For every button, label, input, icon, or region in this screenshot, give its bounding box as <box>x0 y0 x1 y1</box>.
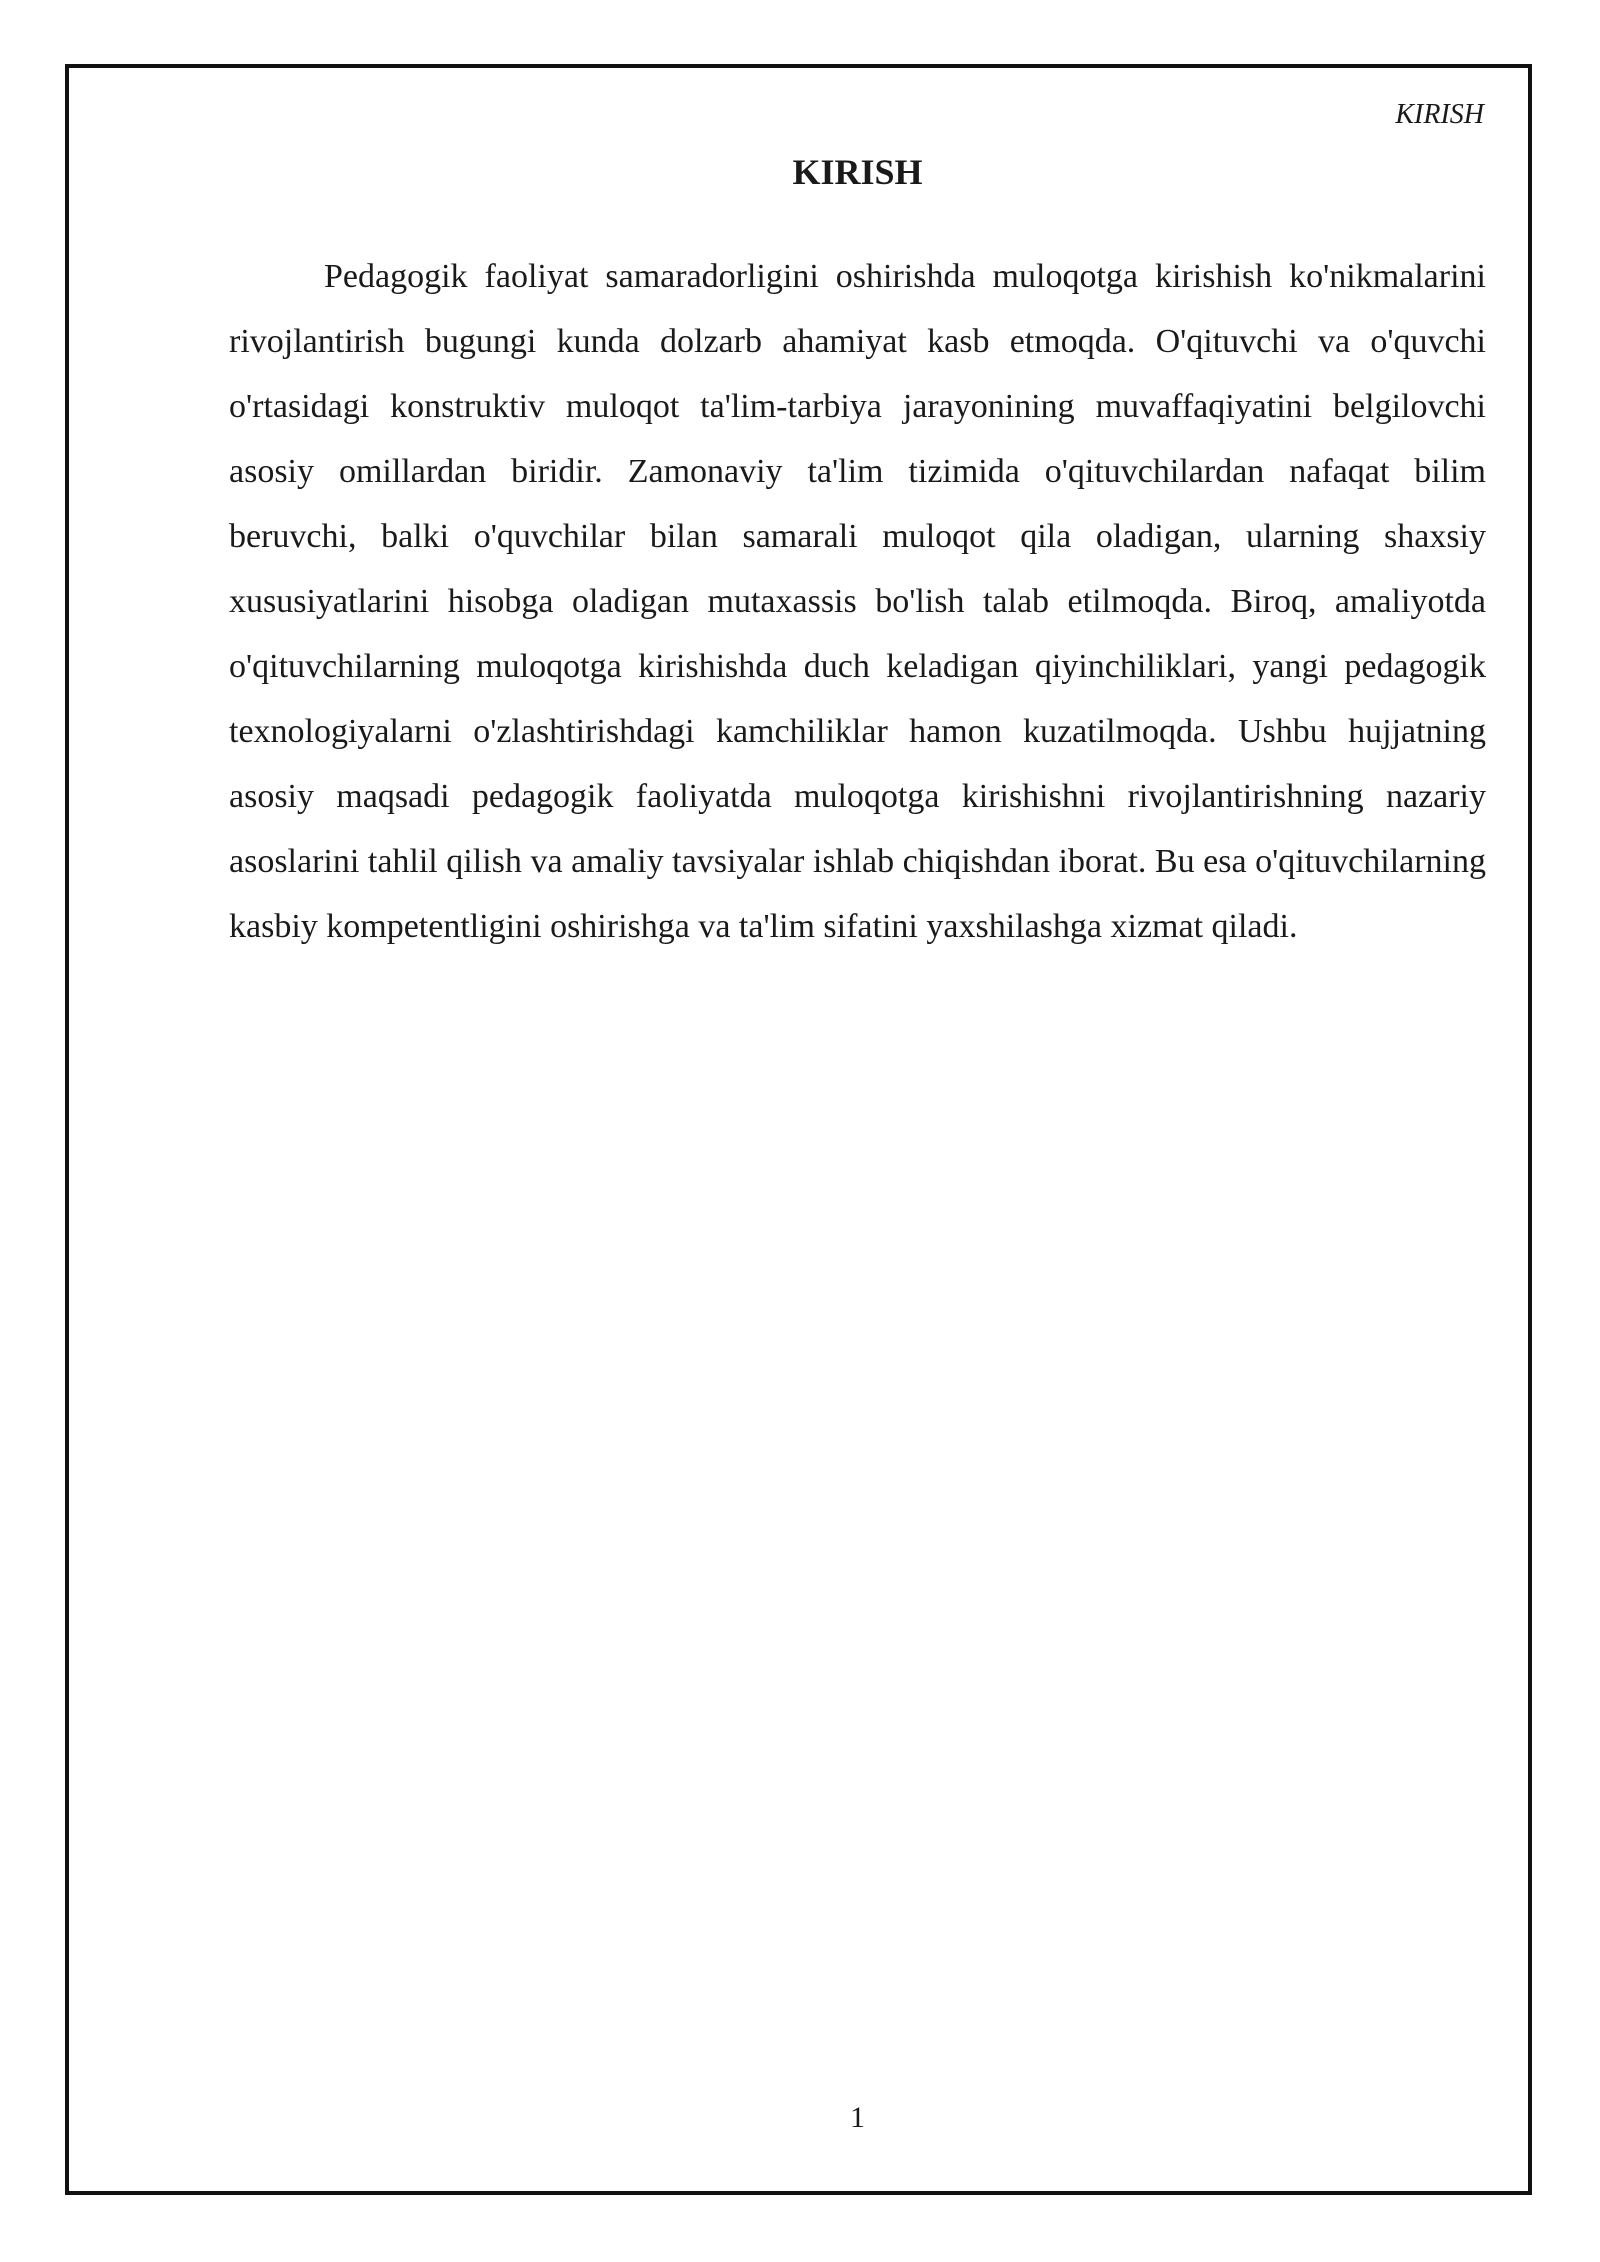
running-header: KIRISH <box>1395 99 1484 130</box>
section-heading: KIRISH <box>792 152 923 192</box>
page-number: 1 <box>850 2101 865 2134</box>
body-paragraph: Pedagogik faoliyat samaradorligini oshirishda muloqotga kirishish ko'nikmalarini rivojlantirish bugungi kunda dolzarb ahamiyat kasb etmoqda. O'qituvchi va o'quvchi o'rtasidagi konstruktiv muloqot ta'lim-tarbiya jarayonining muvaffaqiyatini belgilovchi asosiy omillardan biridir. Zamonaviy ta'lim tizimida o'qituvchilardan nafaqat bilim beruvchi, balki o'quvchilar bilan samarali muloqot qila oladigan, ularning shaxsiy xususiyatlarini hisobga oladigan mutaxassis bo'lish talab etilmoqda. Biroq, amaliyotda o'qituvchilarning muloqotga kirishishda duch keladigan qiyinchiliklari, yangi pedagogik texnologiyalarni o'zlashtirishdagi kamchiliklar hamon kuzatilmoqda. Ushbu hujjatning asosiy maqsadi pedagogik faoliyatda muloqotga kirishishni rivojlantirishning nazariy asoslarini tahlil qilish va amaliy tavsiyalar ishlab chiqishdan iborat. Bu esa o'qituvchilarning kasbiy kompetentligini oshirishga va ta'lim sifatini yaxshilashga xizmat qiladi. <box>229 258 1486 945</box>
